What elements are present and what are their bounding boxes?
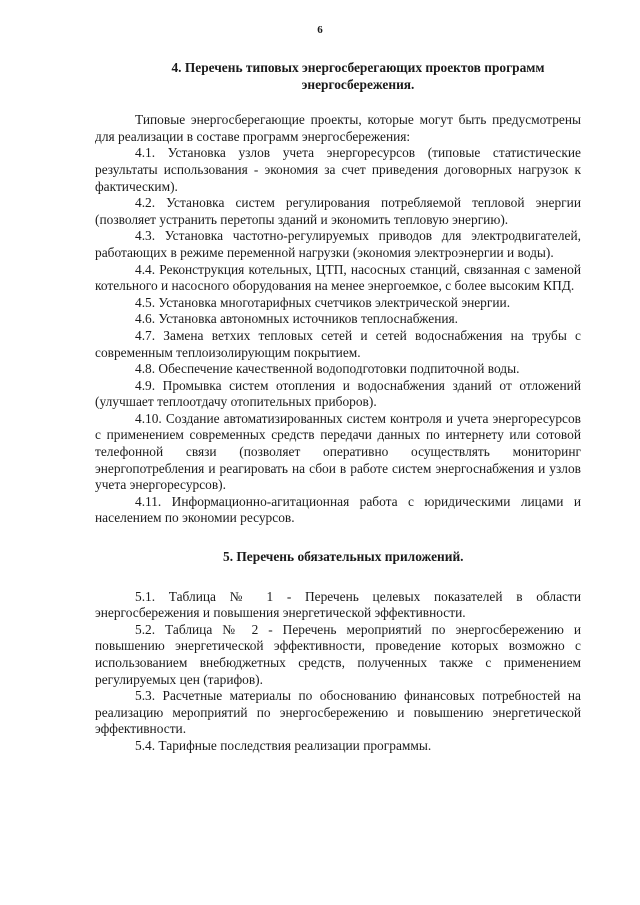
list-item-4-9: 4.9. Промывка систем отопления и водоснабжения зданий от отложений (улучшает теплоотдачу отопительных приборов). (95, 377, 581, 410)
document-body (95, 60, 581, 755)
list-item-4-10: 4.10. Создание автоматизированных систем контроля и учета энергоресурсов с применением современных средств передачи данных по интернету или сотовой телефонной связи (позволяет оперативно осуществлять мониторинг энергопотребления и реагировать на сбои в работе систем энергоснабжения и узлов учета энергоресурсов). (95, 410, 581, 493)
list-item-4-1: 4.1. Установка узлов учета энергоресурсов (типовые статистические результаты использования - экономия за счет приведения договорных нагрузок к фактическим). (95, 145, 581, 194)
list-item-5-1: 5.1. Таблица № 1 - Перечень целевых показателей в области энергосбережения и повышения энергетической эффективности. (95, 588, 581, 621)
section-4-title-line2: энергосбережения. (301, 76, 415, 92)
list-item-5-2: 5.2. Таблица № 2 - Перечень мероприятий по энергосбережению и повышению энергетической эффективности, проведение которых возможно с использованием внебюджетных средств, полученных также с применением регулируемых цен (тарифов). (95, 621, 581, 687)
section-4-title (95, 60, 581, 93)
list-item-4-5: 4.5. Установка многотарифных счетчиков электрической энергии. (135, 294, 511, 310)
list-item-4-6: 4.6. Установка автономных источников теплоснабжения. (135, 311, 459, 327)
list-item-4-3: 4.3. Установка частотно-регулируемых приводов для электродвигателей, работающих в режиме переменной нагрузки (экономия электроэнергии и воды). (95, 228, 581, 260)
list-item-4-4: 4.4. Реконструкция котельных, ЦТП, насосных станций, связанная с заменой котельного и насосного оборудования на менее энергоемкое, с более высоким КПД. (95, 261, 581, 294)
list-item-4-8: 4.8. Обеспечение качественной водоподготовки подпиточной воды. (135, 361, 520, 377)
section-4-title-line1: 4. Перечень типовых энергосберегающих проектов программ (171, 60, 545, 75)
list-item-5-3: 5.3. Расчетные материалы по обоснованию финансовых потребностей на реализацию мероприятий по энергосбережению и повышению энергетической эффективности. (95, 688, 581, 737)
page-number: 6 (317, 24, 323, 36)
list-item-4-2: 4.2. Установка систем регулирования потребляемой тепловой энергии (позволяет устранить перетопы зданий и экономить тепловую энергию). (95, 195, 581, 227)
section-4-intro: Типовые энергосберегающие проекты, которые могут быть предусмотрены для реализации в составе программ энергосбережения: (95, 112, 581, 144)
list-item-5-4: 5.4. Тарифные последствия реализации программы. (135, 737, 432, 753)
list-item-4-7: 4.7. Замена ветхих тепловых сетей и сетей водоснабжения на трубы с современным теплоизолирующим покрытием. (95, 327, 581, 360)
list-item-4-11: 4.11. Информационно-агитационная работа с юридическими лицами и населением по экономии ресурсов. (95, 493, 581, 526)
section-5-title: 5. Перечень обязательных приложений. (223, 549, 464, 565)
